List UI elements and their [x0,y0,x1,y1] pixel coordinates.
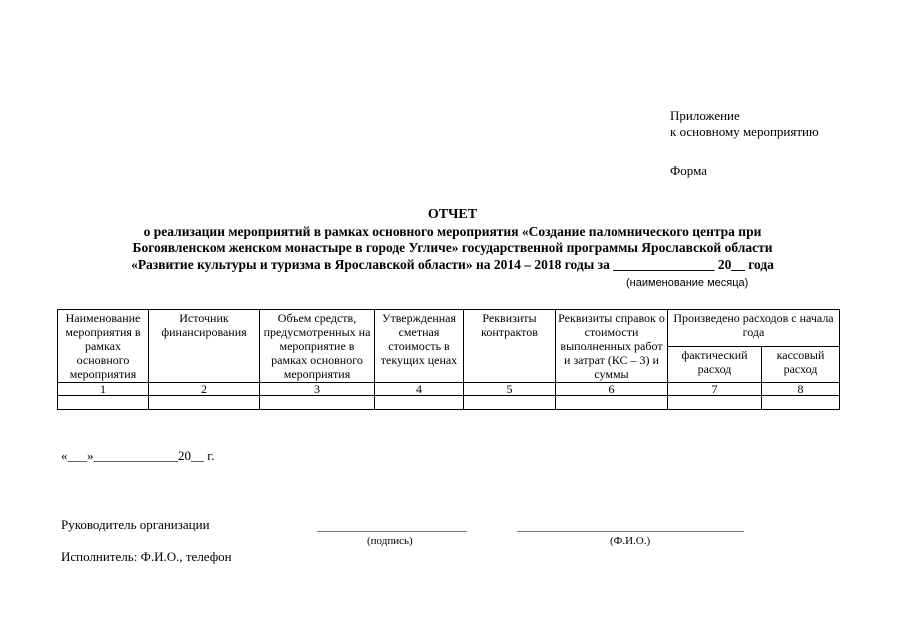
header-planned-amount: Объем средств, предусмотренных на мероприятие в рамках основного мероприятия [260,310,375,383]
form-label: Форма [670,163,707,178]
column-number: 8 [762,383,840,396]
header-expenses-group: Произведено расходов с начала года [668,310,840,347]
empty-cell [762,396,840,410]
empty-cell [375,396,464,410]
title-line-3: «Развитие культуры и туризма в Ярославской области» на 2014 – 2018 годы за _______________ 20__ года [131,256,774,272]
report-title [60,207,845,273]
column-number: 3 [260,383,375,396]
executor-line: Исполнитель: Ф.И.О., телефон [61,549,232,564]
title-line-1: о реализации мероприятий в рамках основного мероприятия «Создание паломнического центра при [143,223,762,239]
title-heading: ОТЧЕТ [427,207,478,222]
appendix-line-1: Приложение [670,108,740,123]
column-number: 5 [464,383,556,396]
empty-cell [556,396,668,410]
title-line-2: Богоявленском женском монастыре в городе Угличе» государственной программы Ярославской области [132,240,773,255]
appendix-block [670,108,819,179]
header-funding-source: Источник финансирования [149,310,260,383]
column-number: 1 [58,383,149,396]
header-ks3-certificates: Реквизиты справок о стоимости выполненных работ и затрат (КС – 3) и суммы [556,310,668,383]
name-line [517,531,744,532]
header-actual-expense: фактический расход [668,346,762,383]
appendix-line-2: к основному мероприятию [670,124,819,139]
signature-caption: (подпись) [367,535,413,547]
signature-line [317,531,467,532]
name-caption: (Ф.И.О.) [610,535,651,547]
head-of-organization: Руководитель организации [61,517,210,532]
column-number: 7 [668,383,762,396]
empty-data-row [58,396,840,410]
header-cash-expense: кассовый расход [762,346,840,383]
empty-cell [58,396,149,410]
column-numbers-row [58,383,840,396]
empty-cell [464,396,556,410]
header-contracts: Реквизиты контрактов [464,310,556,383]
header-activity: Наименование мероприятия в рамках основного мероприятия [58,310,149,383]
month-caption: (наименование месяца) [626,277,749,289]
empty-cell [149,396,260,410]
empty-cell [260,396,375,410]
column-number: 4 [375,383,464,396]
column-number: 2 [149,383,260,396]
date-line: «___»_____________20__ г. [61,448,215,463]
empty-cell [668,396,762,410]
header-approved-cost: Утвержденная сметная стоимость в текущих ценах [375,310,464,383]
report-table [57,309,840,410]
column-number: 6 [556,383,668,396]
